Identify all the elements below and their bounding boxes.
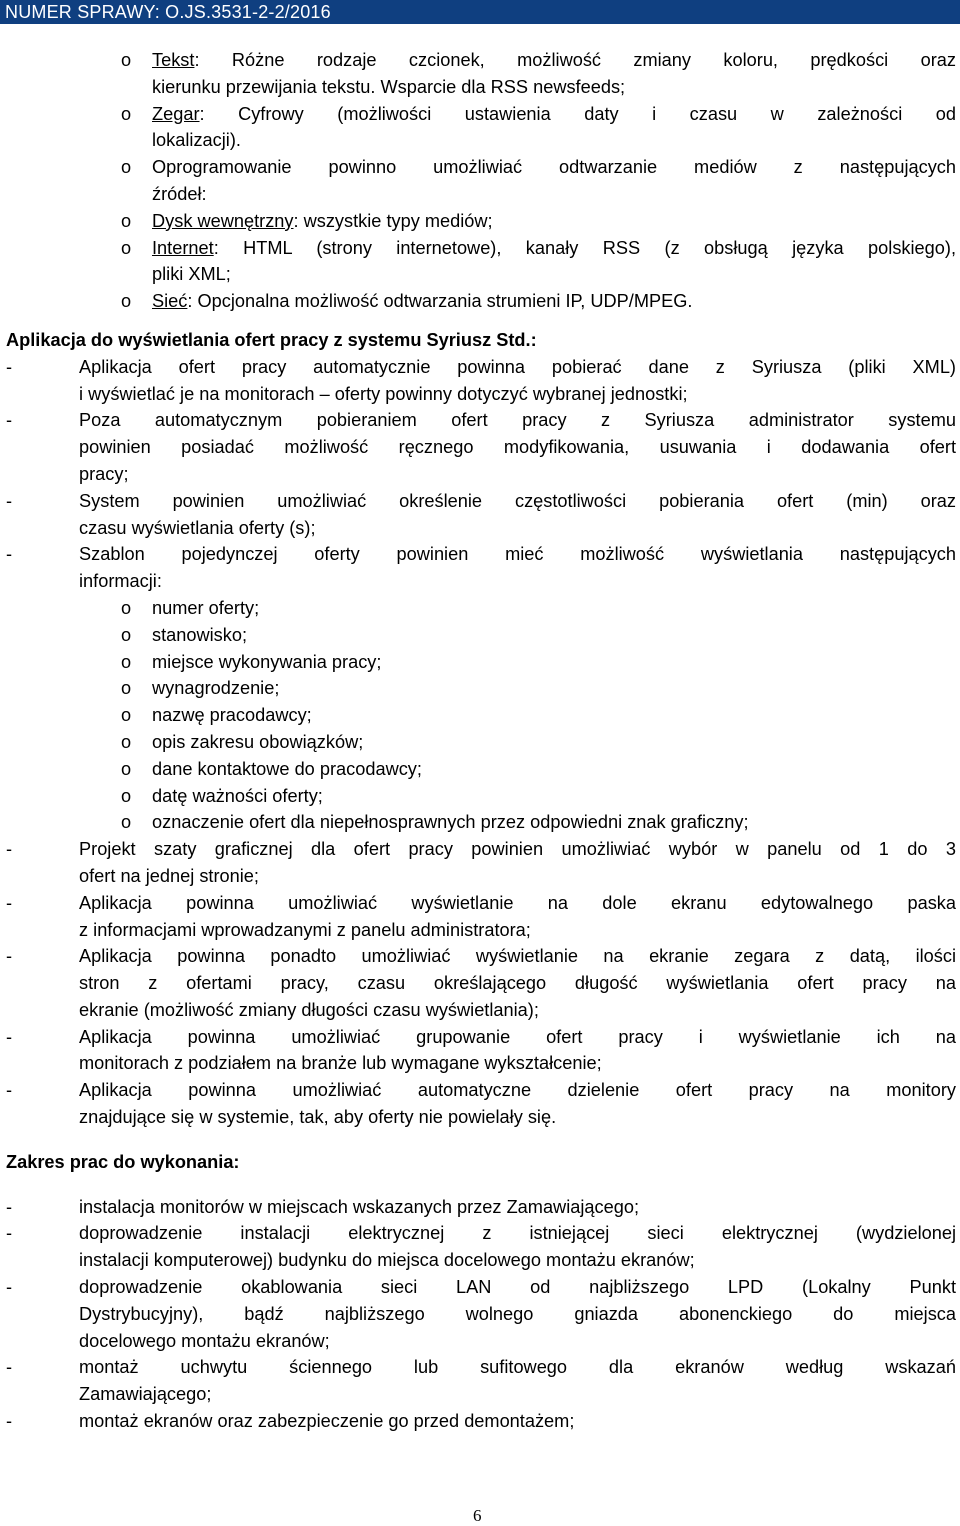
requirement-item xyxy=(0,1104,960,1131)
requirement-item-text: Aplikacja ofert pracy automatycznie powinna pobierać dane z Syriusza (pliki XML) xyxy=(79,356,956,377)
playback-intro xyxy=(0,154,960,181)
requirement-item-text: Szablon pojedynczej oferty powinien mieć możliwość wyświetlania następujących xyxy=(79,544,956,565)
requirement-item-text: Aplikacja powinna umożliwiać grupowanie ofert pracy i wyświetlanie ich na xyxy=(79,1026,956,1047)
requirement-item-text: Aplikacja powinna ponadto umożliwiać wyświetlanie na ekranie zegara z datą, ilości xyxy=(79,946,956,967)
requirement-item-text: Aplikacja powinna umożliwiać automatyczne dzielenie ofert pracy na monitory xyxy=(79,1080,956,1101)
requirement-item xyxy=(0,997,960,1024)
spacer xyxy=(0,315,960,327)
spacer xyxy=(0,1131,960,1149)
section-heading-text: Aplikacja do wyświetlania ofert pracy z systemu Syriusz Std.: xyxy=(6,329,537,350)
requirement-item-text: Aplikacja powinna umożliwiać wyświetlanie na dole ekranu edytowalnego paska xyxy=(79,892,956,913)
bullet-dash-marker: - xyxy=(6,490,13,511)
template-field-item xyxy=(0,595,960,622)
template-field-item xyxy=(0,783,960,810)
bullet-dash-marker: - xyxy=(6,1026,13,1047)
requirement-item xyxy=(0,488,960,515)
media-source-item xyxy=(0,261,960,288)
bullet-dash-marker: - xyxy=(6,1357,13,1378)
template-field-item xyxy=(0,622,960,649)
requirement-item-text: Poza automatycznym pobieraniem ofert pracy z Syriusza administrator systemu xyxy=(79,410,956,431)
document-body xyxy=(0,47,960,1435)
bullet-dash-marker: - xyxy=(6,839,13,860)
bullet-circle-marker: o xyxy=(121,210,132,231)
bullet-dash-marker: - xyxy=(6,892,13,913)
media-source-item-term: Internet xyxy=(152,237,214,258)
bullet-dash-marker: - xyxy=(6,1411,13,1432)
bullet-circle-marker: o xyxy=(121,785,132,806)
work-scope-item xyxy=(0,1301,960,1328)
requirement-item xyxy=(0,434,960,461)
work-scope-item xyxy=(0,1274,960,1301)
work-scope-item xyxy=(0,1354,960,1381)
feature-item xyxy=(0,74,960,101)
bullet-dash-marker: - xyxy=(6,544,13,565)
playback-intro xyxy=(0,181,960,208)
requirement-item xyxy=(0,461,960,488)
requirement-item-text: stron z ofertami pracy, czasu określającego długość wyświetlania ofert pracy na xyxy=(79,973,956,994)
template-field-item xyxy=(0,702,960,729)
template-field-item xyxy=(0,649,960,676)
requirement-item-text: znajdujące się w systemie, tak, aby oferty nie powielały się. xyxy=(79,1107,557,1128)
work-scope-item xyxy=(0,1194,960,1221)
requirement-item xyxy=(0,970,960,997)
work-scope-item-text: Zamawiającego; xyxy=(79,1384,212,1405)
playback-intro-text: Oprogramowanie powinno umożliwiać odtwarzanie mediów z następujących xyxy=(152,157,956,178)
media-source-item xyxy=(0,208,960,235)
media-source-item xyxy=(0,288,960,315)
template-field-text: stanowisko; xyxy=(152,624,248,645)
requirement-item-text: z informacjami wprowadzanymi z panelu administratora; xyxy=(79,919,531,940)
feature-item-text: kierunku przewijania tekstu. Wsparcie dla RSS newsfeeds; xyxy=(152,76,626,97)
work-scope-item-text: doprowadzenie okablowania sieci LAN od najbliższego LPD (Lokalny Punkt xyxy=(79,1277,956,1298)
requirement-item-text: i wyświetlać je na monitorach – oferty powinny dotyczyć wybranej jednostki; xyxy=(79,383,688,404)
work-scope-item xyxy=(0,1328,960,1355)
bullet-circle-marker: o xyxy=(121,50,132,70)
requirement-item xyxy=(0,541,960,568)
work-scope-item-text: doprowadzenie instalacji elektrycznej z istniejącej sieci elektrycznej (wydzielonej xyxy=(79,1223,956,1244)
work-scope-item-text: docelowego montażu ekranów; xyxy=(79,1330,330,1351)
feature-item xyxy=(0,101,960,128)
media-source-item-term: Dysk wewnętrzny xyxy=(152,210,294,231)
requirement-item xyxy=(0,836,960,863)
requirement-item-text: monitorach z podziałem na branże lub wymagane wykształcenie; xyxy=(79,1053,602,1074)
section-heading-scope-of-work xyxy=(0,1149,960,1176)
requirement-item-text: czasu wyświetlania oferty (s); xyxy=(79,517,316,538)
requirement-item xyxy=(0,917,960,944)
template-field-text: wynagrodzenie; xyxy=(152,678,280,699)
bullet-circle-marker: o xyxy=(121,597,132,618)
media-source-item-desc: : HTML (strony internetowe), kanały RSS (z obsługą języka polskiego), xyxy=(213,237,956,258)
bullet-dash-marker: - xyxy=(6,1196,13,1217)
work-scope-item-text: montaż ekranów oraz zabezpieczenie go przed demontażem; xyxy=(79,1411,575,1432)
section-heading-text: Zakres prac do wykonania: xyxy=(6,1151,240,1172)
bullet-circle-marker: o xyxy=(121,812,132,833)
bullet-circle-marker: o xyxy=(121,651,132,672)
media-source-item-term: Sieć xyxy=(152,291,188,312)
feature-item-text: lokalizacji). xyxy=(152,130,241,151)
requirement-item xyxy=(0,943,960,970)
bullet-dash-marker: - xyxy=(6,946,13,967)
requirement-item xyxy=(0,890,960,917)
work-scope-item xyxy=(0,1408,960,1435)
work-scope-item xyxy=(0,1247,960,1274)
template-field-item xyxy=(0,675,960,702)
work-scope-item-text: instalacja monitorów w miejscach wskazanych przez Zamawiającego; xyxy=(79,1196,639,1217)
requirement-item xyxy=(0,407,960,434)
work-scope-item-text: instalacji komputerowej) budynku do miejsca docelowego montażu ekranów; xyxy=(79,1250,695,1271)
bullet-dash-marker: - xyxy=(6,410,13,431)
requirement-item xyxy=(0,381,960,408)
bullet-dash-marker: - xyxy=(6,1080,13,1101)
media-source-item xyxy=(0,235,960,262)
template-field-item xyxy=(0,729,960,756)
spacer xyxy=(0,1176,960,1194)
work-scope-item-text: montaż uchwytu ściennego lub sufitowego dla ekranów według wskazań xyxy=(79,1357,956,1378)
page-number: 6 xyxy=(473,1506,482,1525)
template-field-item xyxy=(0,809,960,836)
bullet-circle-marker: o xyxy=(121,731,132,752)
feature-item-term: Zegar xyxy=(152,103,200,124)
requirement-item xyxy=(0,1077,960,1104)
work-scope-item-text: Dystrybucyjny), bądź najbliższego wolnego gniazda abonenckiego do miejsca xyxy=(79,1303,956,1324)
media-source-item-desc: : Opcjonalna możliwość odtwarzania strumieni IP, UDP/MPEG. xyxy=(187,291,693,312)
template-field-text: miejsce wykonywania pracy; xyxy=(152,651,382,672)
feature-item-desc: : Cyfrowy (możliwości ustawienia daty i czasu w zależności od xyxy=(199,103,956,124)
template-field-item xyxy=(0,756,960,783)
requirement-item xyxy=(0,863,960,890)
case-number-header: NUMER SPRAWY: O.JS.3531-2-2/2016 xyxy=(0,0,960,24)
bullet-circle-marker: o xyxy=(121,758,132,779)
bullet-circle-marker: o xyxy=(121,103,132,124)
requirement-item xyxy=(0,1050,960,1077)
media-source-item-desc: : wszystkie typy mediów; xyxy=(293,210,493,231)
section-heading-job-offers xyxy=(0,327,960,354)
requirement-item xyxy=(0,515,960,542)
requirement-item xyxy=(0,1024,960,1051)
template-field-text: oznaczenie ofert dla niepełnosprawnych przez odpowiedni znak graficzny; xyxy=(152,812,749,833)
template-field-text: datę ważności oferty; xyxy=(152,785,323,806)
template-field-text: numer oferty; xyxy=(152,597,260,618)
work-scope-item xyxy=(0,1220,960,1247)
bullet-dash-marker: - xyxy=(6,1223,13,1244)
requirement-item-text: powinien posiadać możliwość ręcznego modyfikowania, usuwania i dodawania ofert xyxy=(79,437,956,458)
requirement-item-text: pracy; xyxy=(79,463,129,484)
bullet-dash-marker: - xyxy=(6,1277,13,1298)
feature-item-term: Tekst xyxy=(152,50,195,70)
playback-intro-text: źródeł: xyxy=(152,183,207,204)
feature-item-desc: : Różne rodzaje czcionek, możliwość zmiany koloru, prędkości oraz xyxy=(194,50,956,70)
bullet-dash-marker: - xyxy=(6,356,13,377)
requirement-item-text: informacji: xyxy=(79,571,162,592)
template-field-text: nazwę pracodawcy; xyxy=(152,705,312,726)
bullet-circle-marker: o xyxy=(121,705,132,726)
work-scope-item xyxy=(0,1381,960,1408)
requirement-item xyxy=(0,568,960,595)
feature-item xyxy=(0,47,960,74)
bullet-circle-marker: o xyxy=(121,678,132,699)
bullet-circle-marker: o xyxy=(121,157,132,178)
requirement-item-text: ofert na jednej stronie; xyxy=(79,865,259,886)
bullet-circle-marker: o xyxy=(121,237,132,258)
bullet-circle-marker: o xyxy=(121,291,132,312)
requirement-item-text: Projekt szaty graficznej dla ofert pracy powinien umożliwiać wybór w panelu od 1 do 3 xyxy=(79,839,956,860)
template-field-text: dane kontaktowe do pracodawcy; xyxy=(152,758,422,779)
feature-item xyxy=(0,127,960,154)
requirement-item-text: ekranie (możliwość zmiany długości czasu wyświetlania); xyxy=(79,999,539,1020)
template-field-text: opis zakresu obowiązków; xyxy=(152,731,364,752)
requirement-item-text: System powinien umożliwiać określenie częstotliwości pobierania ofert (min) oraz xyxy=(79,490,956,511)
requirement-item xyxy=(0,354,960,381)
bullet-circle-marker: o xyxy=(121,624,132,645)
media-source-item-text: pliki XML; xyxy=(152,264,231,285)
